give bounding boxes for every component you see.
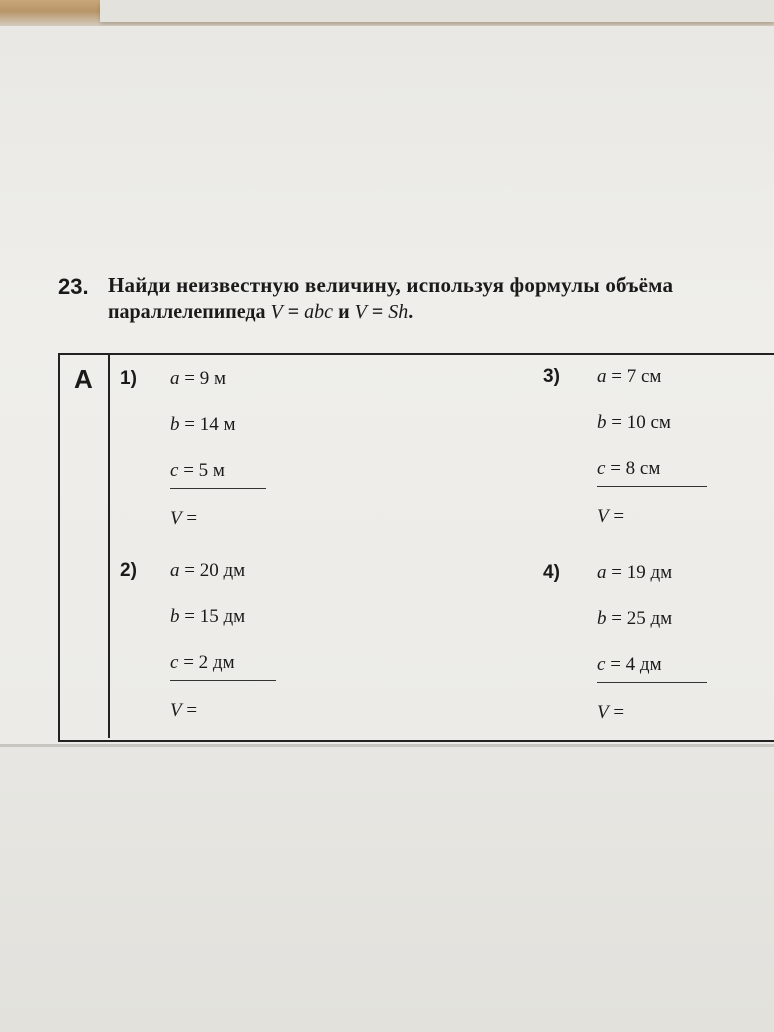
problem-row-v: [170, 508, 197, 530]
task-number: 23.: [58, 274, 89, 299]
problem-number: 2): [120, 560, 137, 581]
problem-row-b: [170, 414, 236, 436]
variable-value: 19 дм: [626, 562, 673, 583]
formula2-rhs: Sh: [388, 301, 409, 323]
variable-value: 25 дм: [626, 608, 673, 629]
variable-name: V: [170, 508, 182, 529]
equals-sign: =: [181, 508, 198, 529]
column-divider: [108, 355, 110, 738]
previous-page-edge: [100, 0, 774, 22]
formula2-lhs: V: [354, 301, 367, 323]
variable-value: 5 м: [198, 460, 225, 481]
variable-name: b: [170, 606, 180, 627]
variable-value: 15 дм: [199, 606, 246, 627]
problem-row-c: [170, 652, 235, 674]
variable-name: a: [597, 366, 607, 387]
equals-sign: =: [179, 560, 200, 581]
formula-conjunction: и: [333, 301, 355, 323]
variable-name: a: [170, 560, 180, 581]
variable-value: 9 м: [199, 368, 226, 389]
equals-sign: =: [178, 652, 199, 673]
problem-row-v: [170, 700, 197, 722]
equals-sign: =: [179, 368, 200, 389]
equals-sign: =: [605, 654, 626, 675]
problem-row-a: [597, 366, 661, 388]
variable-value: 7 см: [626, 366, 662, 387]
task-instruction: Найди неизвестную величину, используя формулы объёма: [108, 273, 674, 297]
problem-number: 4): [543, 562, 560, 583]
variable-name: b: [597, 412, 607, 433]
answer-rule: [170, 680, 276, 681]
problem-row-v: [597, 506, 624, 528]
formula1-lhs: V: [270, 301, 283, 323]
problem-row-a: [170, 368, 226, 390]
problem-row-c: [170, 460, 225, 482]
problem-row-c: [597, 458, 660, 480]
variable-name: a: [597, 562, 607, 583]
formula1-eq: =: [282, 301, 305, 323]
problem-row-b: [170, 606, 245, 628]
answer-rule: [170, 488, 266, 489]
variable-name: c: [170, 652, 179, 673]
equals-sign: =: [178, 460, 199, 481]
problem-number: 3): [543, 366, 560, 387]
variable-name: V: [170, 700, 182, 721]
variable-name: c: [170, 460, 179, 481]
problem-row-b: [597, 412, 671, 434]
equals-sign: =: [606, 366, 627, 387]
equals-sign: =: [606, 562, 627, 583]
equals-sign: =: [181, 700, 198, 721]
equals-sign: =: [608, 506, 625, 527]
problem-row-a: [597, 562, 672, 584]
variable-name: a: [170, 368, 180, 389]
variable-value: 4 дм: [625, 654, 662, 675]
problem-row-v: [597, 702, 624, 724]
variable-name: c: [597, 654, 606, 675]
variable-name: V: [597, 702, 609, 723]
problem-number: 1): [120, 368, 137, 389]
problem-row-b: [597, 608, 672, 630]
equals-sign: =: [179, 414, 200, 435]
variable-name: b: [170, 414, 180, 435]
formula-end: .: [408, 301, 414, 323]
task-formulas: [108, 301, 413, 324]
equals-sign: =: [608, 702, 625, 723]
answer-rule: [597, 486, 707, 487]
variable-value: 2 дм: [198, 652, 235, 673]
equals-sign: =: [179, 606, 200, 627]
answer-rule: [597, 682, 707, 683]
formula2-eq: =: [366, 301, 389, 323]
formula-prefix: параллелепипеда: [108, 301, 266, 323]
variable-name: c: [597, 458, 606, 479]
section-letter: А: [74, 364, 93, 394]
variable-name: V: [597, 506, 609, 527]
problem-row-a: [170, 560, 245, 582]
equals-sign: =: [605, 458, 626, 479]
variable-value: 20 дм: [199, 560, 246, 581]
variable-value: 10 см: [626, 412, 671, 433]
equals-sign: =: [606, 608, 627, 629]
page-bottom-edge: [0, 744, 774, 747]
equals-sign: =: [606, 412, 627, 433]
formula1-rhs: abc: [304, 301, 334, 323]
variable-value: 14 м: [199, 414, 236, 435]
problem-row-c: [597, 654, 662, 676]
variable-value: 8 см: [625, 458, 661, 479]
variable-name: b: [597, 608, 607, 629]
